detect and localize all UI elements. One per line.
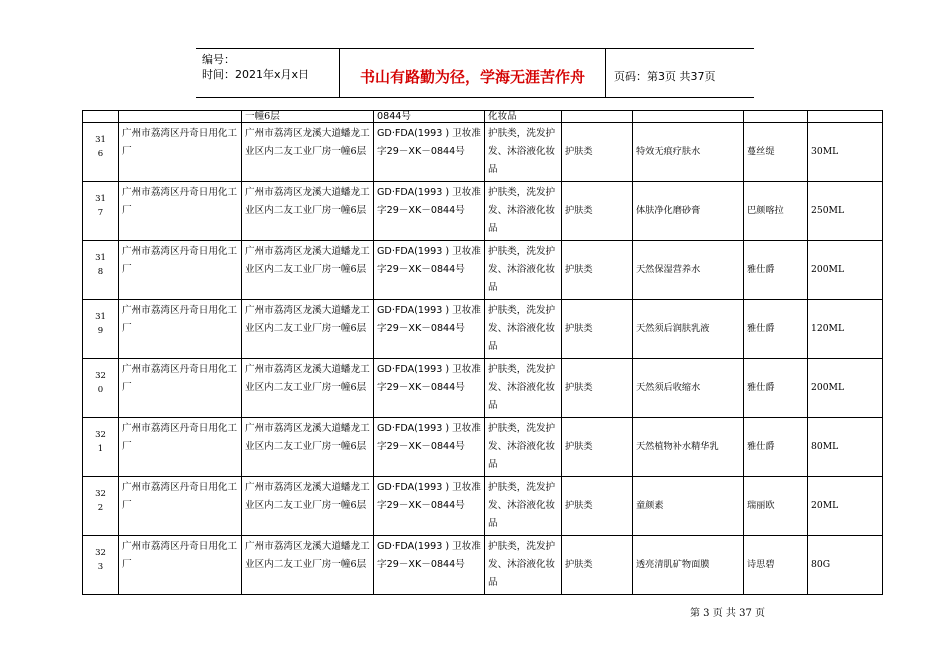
header-meta [196, 49, 340, 97]
table-row [83, 241, 883, 300]
cell-no: 32 2 [83, 477, 119, 536]
motto: 书山有路勤为径，学海无涯苦作舟 [340, 49, 606, 97]
cell-company: 广州市荔湾区丹奇日用化工厂 [119, 536, 242, 595]
cell-brand: 巴颜喀拉 [744, 182, 808, 241]
cell-address: 广州市荔湾区龙溪大道蟠龙工业区内二友工业厂房一幢6层 [242, 241, 374, 300]
cell-product: 天然保湿营养水 [633, 241, 744, 300]
cell-scope: 护肤类，洗发护发、沐浴液化妆品 [485, 300, 562, 359]
cell-license: GD·FDA(1993 ) 卫妆准字29－XK－0844号 [374, 300, 485, 359]
cell-no: 31 9 [83, 300, 119, 359]
cell-scope: 化妆品 [485, 111, 562, 123]
cell-spec: 200ML [808, 241, 883, 300]
cell-brand: 雅仕爵 [744, 241, 808, 300]
table-row [83, 300, 883, 359]
cell-spec: 20ML [808, 477, 883, 536]
cell-product: 体肤净化磨砂膏 [633, 182, 744, 241]
cell-company: 广州市荔湾区丹奇日用化工厂 [119, 123, 242, 182]
cell-brand: 雅仕爵 [744, 418, 808, 477]
cell-address: 广州市荔湾区龙溪大道蟠龙工业区内二友工业厂房一幢6层 [242, 123, 374, 182]
cell-spec: 80ML [808, 418, 883, 477]
cell-scope: 护肤类，洗发护发、沐浴液化妆品 [485, 418, 562, 477]
table-row [83, 182, 883, 241]
cell-scope: 护肤类，洗发护发、沐浴液化妆品 [485, 536, 562, 595]
cell-brand: 蔓丝缇 [744, 123, 808, 182]
cell-brand: 瑞丽欧 [744, 477, 808, 536]
cell-brand [744, 111, 808, 123]
cell-spec: 30ML [808, 123, 883, 182]
cell-no: 32 1 [83, 418, 119, 477]
cell-spec: 200ML [808, 359, 883, 418]
table-row [83, 536, 883, 595]
cell-scope: 护肤类，洗发护发、沐浴液化妆品 [485, 123, 562, 182]
cell-address: 广州市荔湾区龙溪大道蟠龙工业区内二友工业厂房一幢6层 [242, 300, 374, 359]
cell-category: 护肤类 [562, 300, 633, 359]
cell-category: 护肤类 [562, 477, 633, 536]
cell-no [83, 111, 119, 123]
time-label: 时间：2021年x月x日 [202, 68, 310, 81]
product-table [82, 110, 883, 595]
cell-category: 护肤类 [562, 241, 633, 300]
cell-scope: 护肤类，洗发护发、沐浴液化妆品 [485, 359, 562, 418]
cell-brand: 雅仕爵 [744, 359, 808, 418]
cell-category: 护肤类 [562, 123, 633, 182]
cell-license: 0844号 [374, 111, 485, 123]
cell-category: 护肤类 [562, 536, 633, 595]
cell-company: 广州市荔湾区丹奇日用化工厂 [119, 241, 242, 300]
cell-scope: 护肤类，洗发护发、沐浴液化妆品 [485, 477, 562, 536]
cell-address: 广州市荔湾区龙溪大道蟠龙工业区内二友工业厂房一幢6层 [242, 182, 374, 241]
cell-company: 广州市荔湾区丹奇日用化工厂 [119, 300, 242, 359]
cell-category: 护肤类 [562, 418, 633, 477]
cell-company: 广州市荔湾区丹奇日用化工厂 [119, 418, 242, 477]
cell-no: 31 7 [83, 182, 119, 241]
cell-no: 32 3 [83, 536, 119, 595]
table-row [83, 111, 883, 123]
cell-scope: 护肤类，洗发护发、沐浴液化妆品 [485, 241, 562, 300]
cell-company: 广州市荔湾区丹奇日用化工厂 [119, 359, 242, 418]
table-row [83, 359, 883, 418]
page-footer: 第 3 页 共 37 页 [690, 608, 765, 619]
cell-product: 天然植物补水精华乳 [633, 418, 744, 477]
cell-license: GD·FDA(1993 ) 卫妆准字29－XK－0844号 [374, 536, 485, 595]
serial-label: 编号： [202, 53, 235, 66]
table-row [83, 418, 883, 477]
cell-category [562, 111, 633, 123]
cell-product: 特效无痕疗肤水 [633, 123, 744, 182]
cell-license: GD·FDA(1993 ) 卫妆准字29－XK－0844号 [374, 123, 485, 182]
cell-no: 31 8 [83, 241, 119, 300]
cell-brand: 雅仕爵 [744, 300, 808, 359]
cell-license: GD·FDA(1993 ) 卫妆准字29－XK－0844号 [374, 359, 485, 418]
cell-license: GD·FDA(1993 ) 卫妆准字29－XK－0844号 [374, 241, 485, 300]
cell-spec: 80G [808, 536, 883, 595]
cell-company: 广州市荔湾区丹奇日用化工厂 [119, 477, 242, 536]
cell-brand: 诗思碧 [744, 536, 808, 595]
cell-license: GD·FDA(1993 ) 卫妆准字29－XK－0844号 [374, 477, 485, 536]
table-row [83, 477, 883, 536]
cell-product: 透亮清肌矿物面膜 [633, 536, 744, 595]
cell-address: 一幢6层 [242, 111, 374, 123]
cell-category: 护肤类 [562, 359, 633, 418]
cell-address: 广州市荔湾区龙溪大道蟠龙工业区内二友工业厂房一幢6层 [242, 536, 374, 595]
cell-spec: 120ML [808, 300, 883, 359]
cell-license: GD·FDA(1993 ) 卫妆准字29－XK－0844号 [374, 418, 485, 477]
cell-product: 童颜素 [633, 477, 744, 536]
page-header [196, 48, 754, 98]
table-row [83, 123, 883, 182]
page-label: 页码：第3页 共37页 [614, 70, 716, 83]
cell-spec: 250ML [808, 182, 883, 241]
cell-company: 广州市荔湾区丹奇日用化工厂 [119, 182, 242, 241]
cell-product [633, 111, 744, 123]
cell-no: 31 6 [83, 123, 119, 182]
cell-company [119, 111, 242, 123]
cell-category: 护肤类 [562, 182, 633, 241]
cell-product: 天然须后润肤乳液 [633, 300, 744, 359]
cell-license: GD·FDA(1993 ) 卫妆准字29－XK－0844号 [374, 182, 485, 241]
cell-product: 天然须后收缩水 [633, 359, 744, 418]
cell-address: 广州市荔湾区龙溪大道蟠龙工业区内二友工业厂房一幢6层 [242, 359, 374, 418]
cell-spec [808, 111, 883, 123]
cell-address: 广州市荔湾区龙溪大道蟠龙工业区内二友工业厂房一幢6层 [242, 418, 374, 477]
cell-address: 广州市荔湾区龙溪大道蟠龙工业区内二友工业厂房一幢6层 [242, 477, 374, 536]
cell-no: 32 0 [83, 359, 119, 418]
cell-scope: 护肤类，洗发护发、沐浴液化妆品 [485, 182, 562, 241]
